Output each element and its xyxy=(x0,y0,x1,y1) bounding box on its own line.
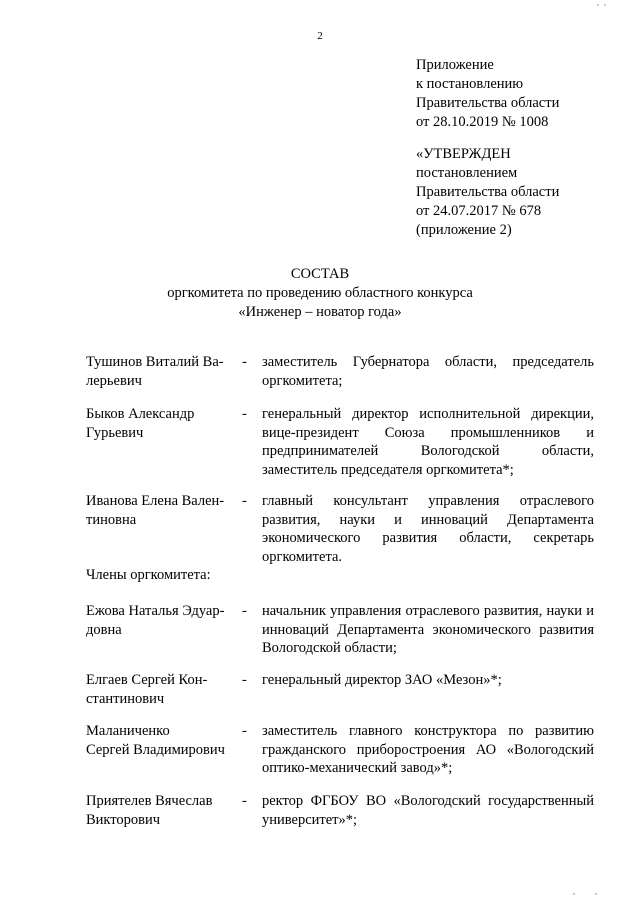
member-role: ректор ФГБОУ ВО «Вологодский государственный университет»*; xyxy=(262,793,594,828)
approved-line: «УТВЕРЖДЕН xyxy=(416,146,511,162)
member-role: главный консультант управления отраслевого развития, науки и инноваций Департамента экономического развития области, секретарь оргкомитета. xyxy=(262,493,594,565)
approved-line: Правительства области xyxy=(416,184,560,200)
title-subline: оргкомитета по проведению областного конкурса xyxy=(167,285,473,301)
dash: - xyxy=(242,354,247,370)
scan-speck xyxy=(604,4,606,6)
member-name-line: Викторович xyxy=(86,811,161,828)
member-name xyxy=(86,353,236,390)
member-name-line: Елгаев Сергей Кон- xyxy=(86,672,208,688)
member-name-line: стантинович xyxy=(86,690,165,707)
dash: - xyxy=(242,603,247,619)
dash: - xyxy=(242,793,247,809)
member-name xyxy=(86,602,236,639)
member-name xyxy=(86,492,236,529)
appendix-line: Правительства области xyxy=(416,95,560,111)
member-name-line: Маланиченко xyxy=(86,723,170,739)
title-heading: СОСТАВ xyxy=(290,266,350,282)
member-role: генеральный директор ЗАО «Мезон»*; xyxy=(262,672,502,688)
member-name-line: Гурьевич xyxy=(86,424,144,441)
member-name xyxy=(86,792,236,829)
member-name xyxy=(86,722,236,759)
appendix-line: Приложение xyxy=(416,57,494,73)
approved-block xyxy=(416,145,559,240)
member-name-line: Ежова Наталья Эдуар- xyxy=(86,603,225,619)
approved-line: (приложение 2) xyxy=(416,222,512,238)
members-label: Члены оргкомитета: xyxy=(86,567,211,583)
title-subline: «Инженер – новатор года» xyxy=(238,304,402,320)
scan-speck xyxy=(597,4,599,6)
member-role: заместитель Губернатора области, председатель оргкомитета; xyxy=(262,354,594,389)
member-name xyxy=(86,671,236,708)
appendix-line: к постановлению xyxy=(416,76,524,92)
member-role: начальник управления отраслевого развития, науки и инноваций Департамента экономического развития Вологодской области; xyxy=(262,603,594,656)
document-title xyxy=(0,265,640,322)
member-name-line: Иванова Елена Вален- xyxy=(86,493,225,509)
member-name xyxy=(86,405,236,442)
member-name-line: довна xyxy=(86,621,122,638)
member-role: заместитель главного конструктора по развитию гражданского приборостроения АО «Вологодский оптико-механический завод»*; xyxy=(262,723,594,776)
dash: - xyxy=(242,406,247,422)
dash: - xyxy=(242,672,247,688)
member-name-line: Приятелев Вячеслав xyxy=(86,793,213,809)
approved-line: постановлением xyxy=(416,165,518,181)
member-name-line: тиновна xyxy=(86,511,137,528)
appendix-line: от 28.10.2019 № 1008 xyxy=(416,114,549,130)
page-number: 2 xyxy=(317,30,323,42)
dash: - xyxy=(242,723,247,739)
approved-line: от 24.07.2017 № 678 xyxy=(416,203,542,219)
member-role: генеральный директор исполнительной дирекции, вице-президент Союза промышленников и предпринимателей Вологодской области, заместитель председателя оргкомитета*; xyxy=(262,406,594,478)
member-name-line: лерьевич xyxy=(86,372,142,389)
member-name-line: Тушинов Виталий Ва- xyxy=(86,354,224,370)
appendix-block xyxy=(416,56,559,132)
dash: - xyxy=(242,493,247,509)
member-name-line: Сергей Владимирович xyxy=(86,741,225,758)
scan-speck xyxy=(595,893,597,895)
scan-speck xyxy=(573,893,575,895)
member-name-line: Быков Александр xyxy=(86,406,195,422)
